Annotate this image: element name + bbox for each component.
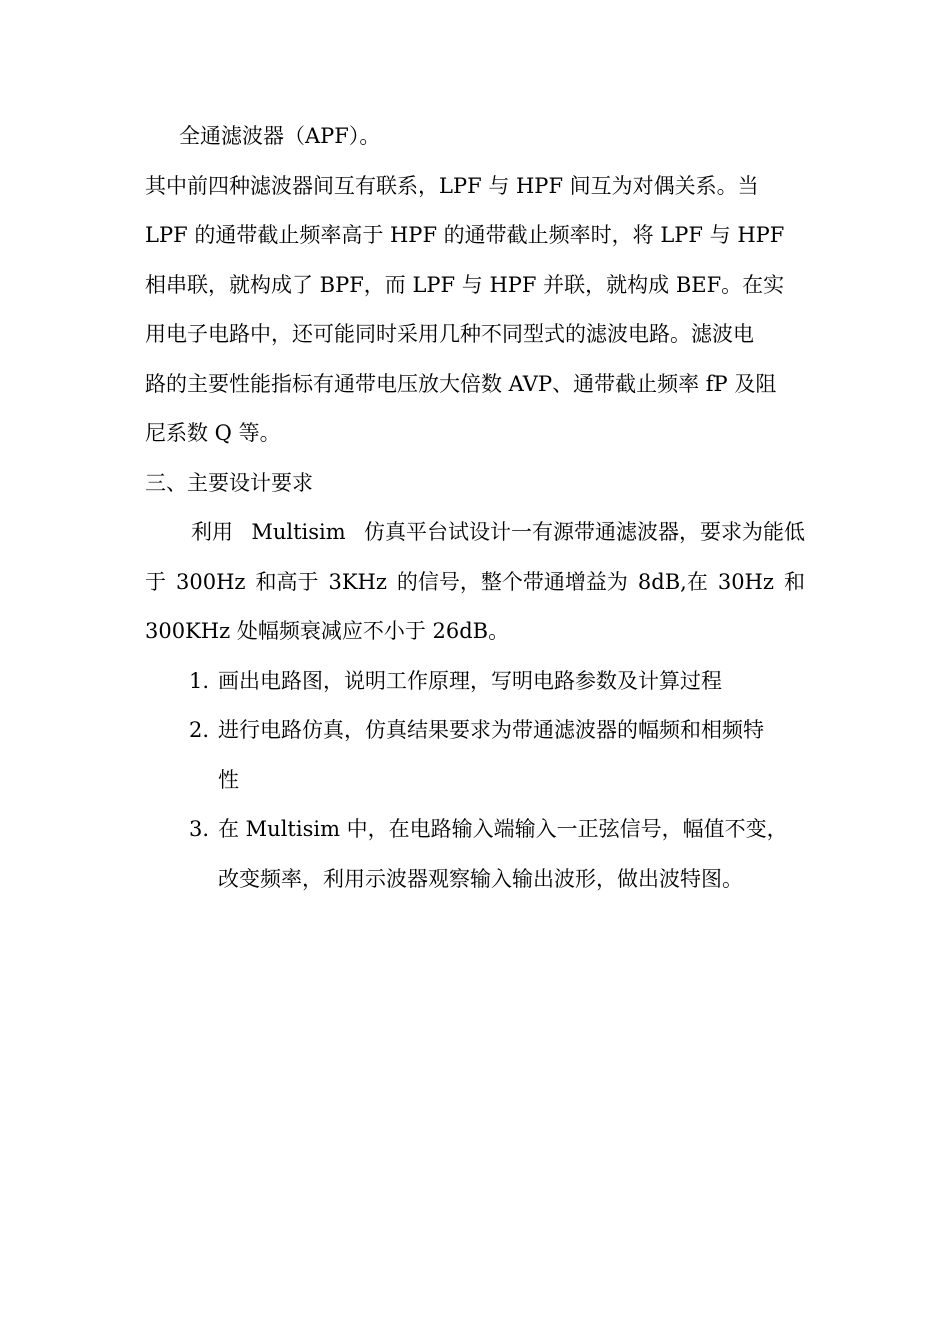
list-item-text: 画出电路图，说明工作原理，写明电路参数及计算过程 bbox=[218, 668, 722, 693]
list-item-number: 2. bbox=[189, 718, 210, 742]
paragraph-filters-line-5: 路的主要性能指标有通带电压放大倍数 AVP、通带截止频率 fP 及阻 bbox=[145, 371, 777, 396]
text-segment: 300Hz bbox=[176, 569, 246, 594]
text-segment: 30Hz bbox=[717, 569, 774, 594]
list-item bbox=[145, 805, 805, 904]
text-segment: 于 bbox=[145, 569, 166, 594]
list-item-text: 性 bbox=[218, 767, 239, 792]
paragraph-filters-line-2: LPF 的通带截止频率高于 HPF 的通带截止频率时，将 LPF 与 HPF bbox=[145, 223, 785, 247]
text-segment: 仿真平台试设计一有源带通滤波器，要求为能低 bbox=[364, 520, 805, 544]
text-segment: 和 bbox=[783, 569, 805, 594]
design-requirement-line-2 bbox=[145, 558, 805, 608]
list-item bbox=[145, 657, 805, 707]
text-segment: 利用 bbox=[191, 520, 233, 544]
text-segment: 和高于 bbox=[255, 569, 319, 594]
paragraph-filters-line-3: 相串联，就构成了 BPF，而 LPF 与 HPF 并联，就构成 BEF。在实 bbox=[145, 272, 785, 297]
text-segment: 3KHz bbox=[328, 569, 387, 594]
list-item-text: 进行电路仿真，仿真结果要求为带通滤波器的幅频和相频特 bbox=[218, 718, 764, 742]
design-requirement-line-1 bbox=[145, 508, 805, 558]
list-item-text: 在 Multisim 中，在电路输入端输入一正弦信号，幅值不变， bbox=[218, 817, 788, 841]
list-item-number: 3. bbox=[189, 817, 210, 841]
paragraph-filters-line-1: 其中前四种滤波器间互有联系，LPF 与 HPF 间互为对偶关系。当 bbox=[145, 173, 759, 198]
paragraph-filters-line-4: 用电子电路中，还可能同时采用几种不同型式的滤波电路。滤波电 bbox=[145, 322, 754, 346]
requirements-list bbox=[145, 657, 805, 905]
text-segment: 的信号，整个带通增益为 bbox=[396, 569, 628, 594]
text-segment: 8dB,在 bbox=[637, 569, 708, 594]
paragraph-filters-line-6: 尼系数 Q 等。 bbox=[145, 421, 281, 445]
list-item bbox=[145, 706, 805, 805]
design-requirement-line-3: 300KHz 处幅频衰减应不小于 26dB。 bbox=[145, 619, 510, 643]
list-item-number: 1. bbox=[189, 668, 210, 693]
text-segment: Multisim bbox=[251, 520, 346, 544]
section-heading: 三、主要设计要求 bbox=[145, 470, 313, 495]
paragraph-apf-line: 全通滤波器（APF）。 bbox=[179, 124, 381, 148]
document-body bbox=[145, 112, 805, 904]
list-item-text: 改变频率，利用示波器观察输入输出波形，做出波特图。 bbox=[218, 866, 743, 891]
